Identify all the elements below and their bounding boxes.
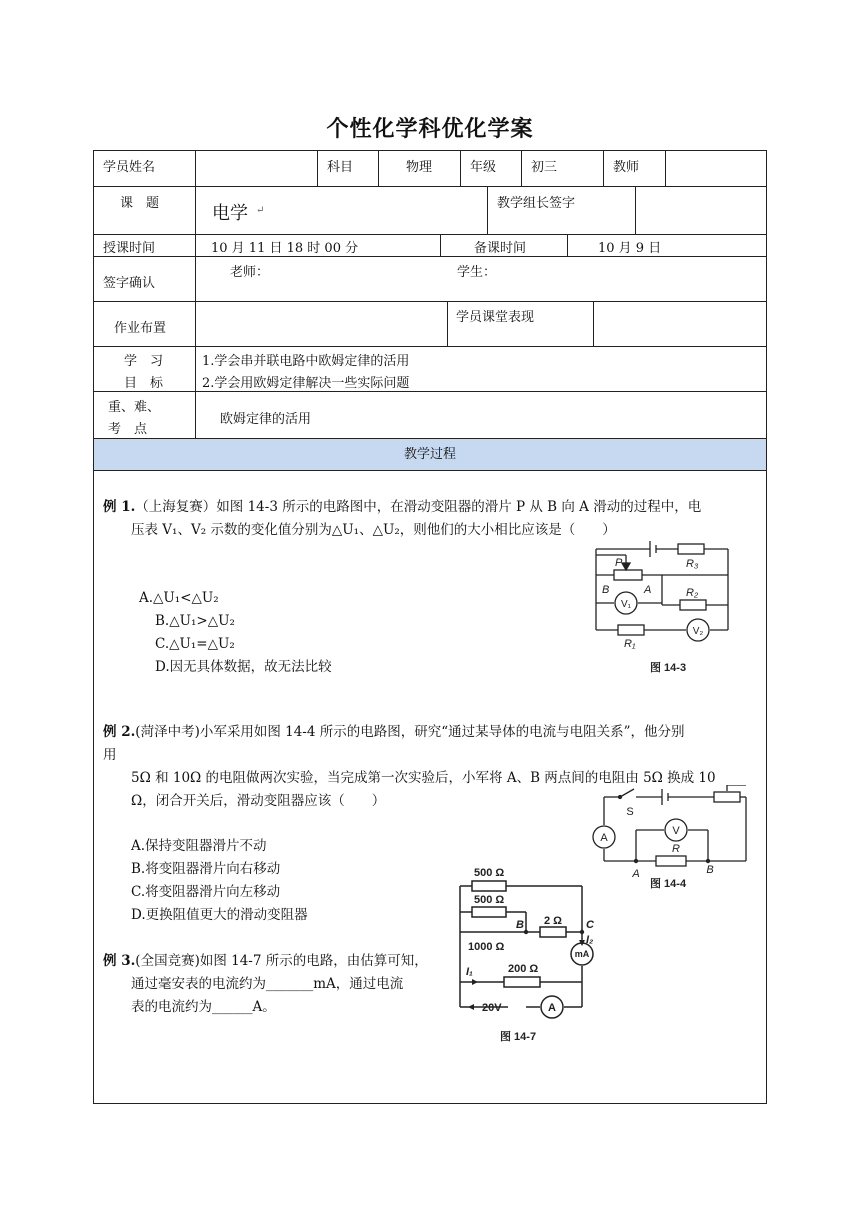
label-v1: V₁ <box>620 599 632 610</box>
subject-value: 物理 <box>406 160 433 175</box>
q2-option-b: B.将变阻器滑片向右移动 <box>131 861 281 877</box>
label-r500a: 500 Ω <box>474 867 505 879</box>
label-r: R <box>672 843 680 855</box>
label-v: V <box>672 825 680 837</box>
q2-line1b: 用 <box>103 747 117 763</box>
label-a: A <box>644 584 652 596</box>
key-label-2: 考 点 <box>108 422 148 437</box>
process-header: 教学过程 <box>94 439 766 471</box>
label-s: S <box>626 806 634 818</box>
sign-label: 签字确认 <box>103 276 156 291</box>
goal-label-1: 学 习 <box>124 354 164 369</box>
student-name-label: 学员姓名 <box>103 160 156 175</box>
label-v2: V₂ <box>692 626 704 637</box>
page-title: 个性化学科优化学案 <box>326 116 534 142</box>
paragraph-mark-icon: ↵ <box>256 205 265 216</box>
q2-option-a: A.保持变阻器滑片不动 <box>131 838 267 854</box>
label-b: B <box>516 919 524 931</box>
q1-option-d: D.因无具体数据，故无法比较 <box>155 659 332 675</box>
q2-line1: 例 2.(菏泽中考)小军采用如图 14-4 所示的电路图，研究“通过某导体的电流与电阻关系”，他分别 <box>103 724 685 740</box>
prep-time-label: 备课时间 <box>474 241 527 256</box>
label-p: P <box>615 557 623 569</box>
label-r200: 200 Ω <box>508 963 539 975</box>
figure-14-4 <box>590 785 760 895</box>
label-r3: R₃ <box>686 558 699 570</box>
q2-line3: Ω，闭合开关后，滑动变阻器应该（ ） <box>131 793 386 809</box>
homework-label: 作业布置 <box>114 321 167 336</box>
label-b: B <box>706 864 714 876</box>
q1-line1: 例 1.（上海复赛）如图 14-3 所示的电路图中，在滑动变阻器的滑片 P 从 B 向 A 滑动的过程中，电 <box>103 499 702 515</box>
q2-option-c: C.将变阻器滑片向左移动 <box>131 884 281 900</box>
q1-line2: 压表 V₁、V₂ 示数的变化值分别为△U₁、△U₂，则他们的大小相比应该是（ ） <box>131 522 616 538</box>
grade-label: 年级 <box>470 160 497 175</box>
q1-option-a: A.△U₁<△U₂ <box>139 590 219 606</box>
leader-sign-label: 教学组长签字 <box>497 196 576 211</box>
label-r1: R₁ <box>624 638 636 650</box>
key-label-1: 重、难、 <box>108 400 161 415</box>
lesson-time-label: 授课时间 <box>103 241 156 256</box>
label-a: A <box>632 868 640 880</box>
q3-line1: 例 3.(全国竞赛)如图 14-7 所示的电路，由估算可知， <box>103 953 428 969</box>
fig-14-4-caption: 图 14-4 <box>650 878 687 890</box>
label-r2: 2 Ω <box>544 915 562 927</box>
label-a: A <box>548 1002 556 1014</box>
q1-option-c: C.△U₁=△U₂ <box>155 636 235 652</box>
lesson-time-value: 10 月 11 日 18 时 00 分 <box>211 241 359 256</box>
grade-value: 初三 <box>531 160 558 175</box>
q3-line3: 表的电流约为______A。 <box>131 999 276 1015</box>
fig-14-7-caption: 图 14-7 <box>500 1031 537 1043</box>
label-b: B <box>602 584 610 596</box>
teacher-label: 教师 <box>613 160 640 175</box>
label-r2: R₂ <box>686 587 699 599</box>
label-i1: I₁ <box>466 966 473 978</box>
label-r500b: 500 Ω <box>474 894 505 906</box>
key-value: 欧姆定律的活用 <box>220 412 312 427</box>
label-a-meter: A <box>600 832 608 844</box>
label-c: C <box>586 919 594 931</box>
prep-time-value: 10 月 9 日 <box>598 241 662 256</box>
student-sign: 学生： <box>457 265 497 280</box>
goal-label-2: 目 标 <box>124 376 164 391</box>
goal-1: 1.学会串并联电路中欧姆定律的活用 <box>202 354 410 369</box>
figure-14-3 <box>588 537 748 677</box>
label-ma: mA <box>574 949 590 959</box>
q1-option-b: B.△U₁>△U₂ <box>155 613 235 629</box>
teacher-sign: 老师： <box>230 265 270 280</box>
performance-label: 学员课堂表现 <box>456 310 535 325</box>
label-i2: I₂ <box>586 934 594 946</box>
topic-label: 课 题 <box>120 196 160 211</box>
q3-line2: 通过毫安表的电流约为_______mA，通过电流 <box>131 976 404 992</box>
label-r1000: 1000 Ω <box>468 941 505 953</box>
q2-option-d: D.更换阻值更大的滑动变阻器 <box>131 907 308 923</box>
q2-line2: 5Ω 和 10Ω 的电阻做两次实验，当完成第一次实验后，小军将 A、B 两点间的电阻由 5Ω 换成 10 <box>131 770 716 786</box>
fig-14-3-caption: 图 14-3 <box>650 662 687 674</box>
figure-14-7 <box>452 862 602 1050</box>
topic-value: 电学 <box>212 203 248 224</box>
goal-2: 2.学会用欧姆定律解决一些实际问题 <box>202 376 410 391</box>
label-20v: 20V <box>482 1002 502 1014</box>
subject-label: 科目 <box>327 160 354 175</box>
